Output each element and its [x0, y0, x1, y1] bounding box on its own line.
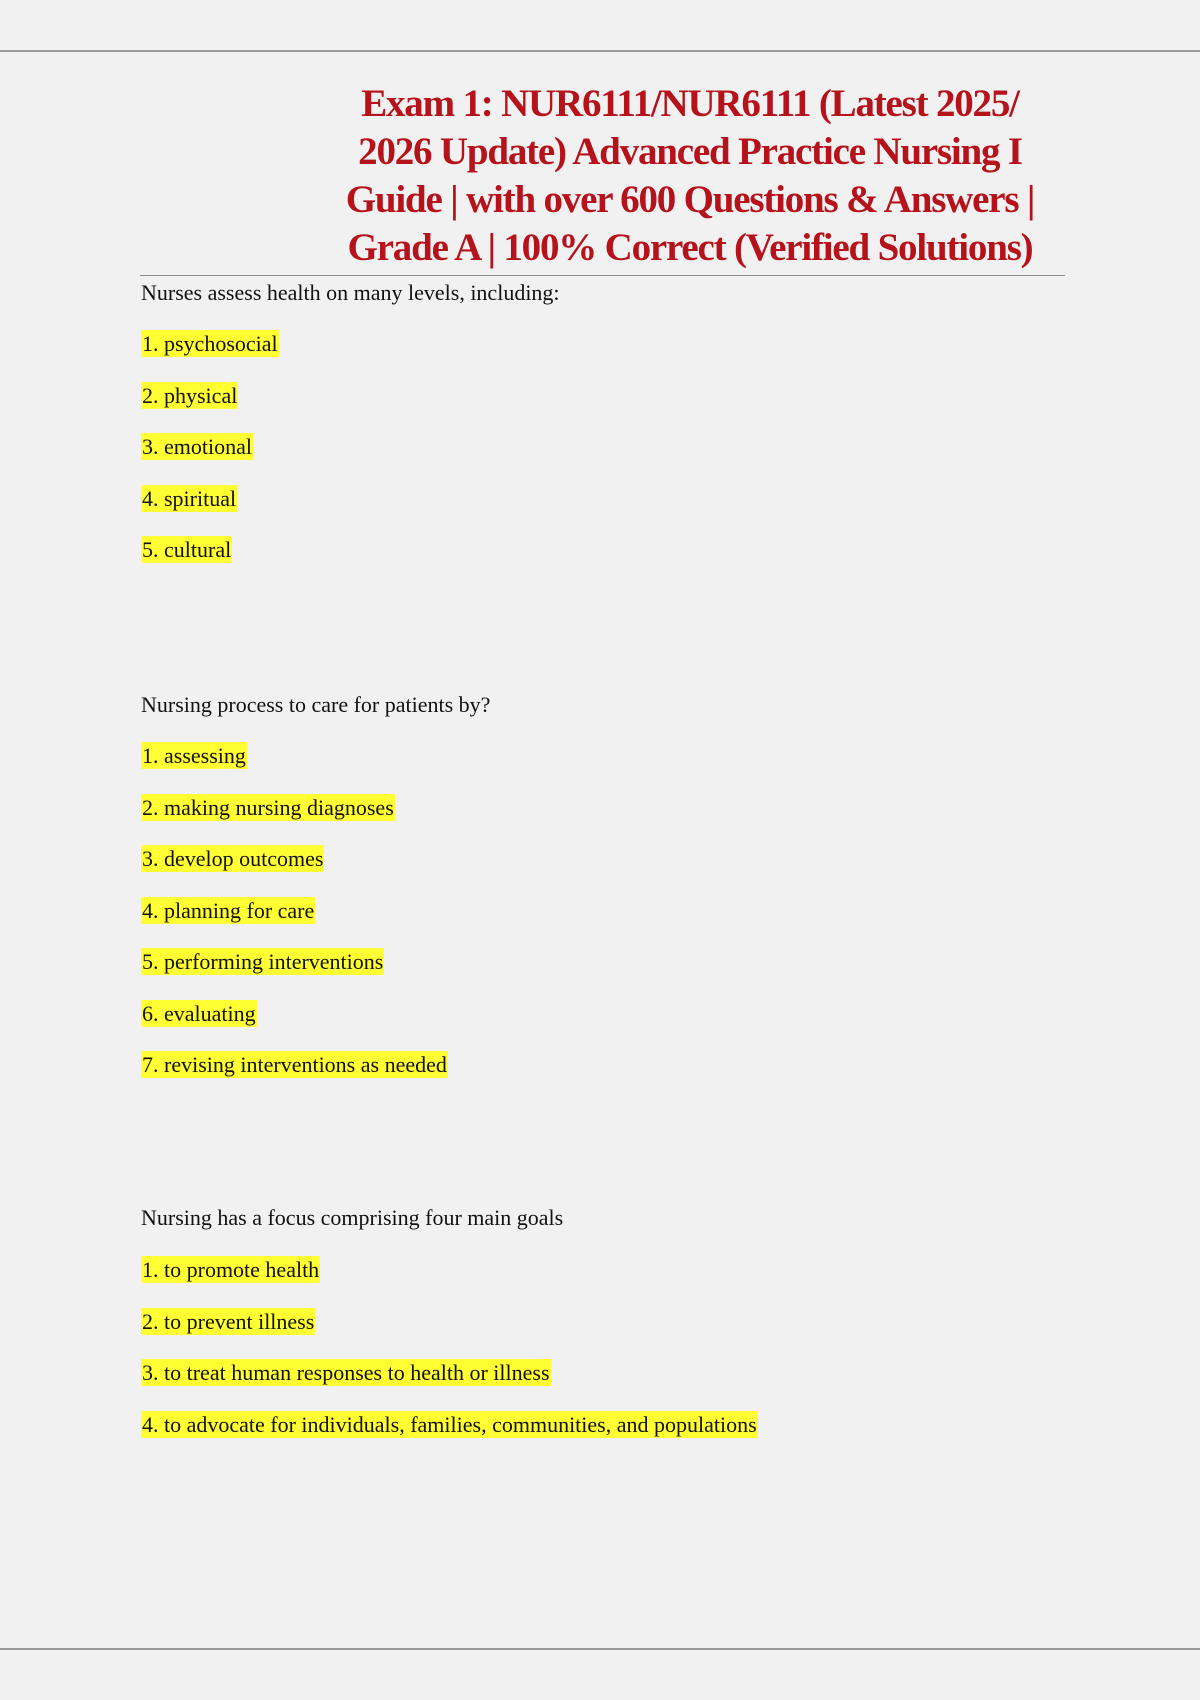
question-block — [141, 1205, 1041, 1463]
page-bottom-divider — [0, 1648, 1200, 1650]
answer-item — [141, 1001, 1041, 1053]
answer-item — [141, 949, 1041, 1001]
answer-item — [141, 1257, 1041, 1309]
highlighted-answer: 5. cultural — [142, 537, 232, 562]
highlighted-answer: 5. performing interventions — [142, 949, 384, 974]
answer-item — [141, 1412, 1041, 1464]
answer-item — [141, 383, 1041, 435]
highlighted-answer: 3. develop outcomes — [142, 846, 324, 871]
title-line: Grade A | 100% Correct (Verified Solutions) — [347, 226, 1033, 269]
highlighted-answer: 7. revising interventions as needed — [142, 1052, 447, 1077]
answer-list — [141, 743, 1041, 1104]
document-title — [330, 80, 1050, 272]
highlighted-answer: 6. evaluating — [142, 1000, 256, 1026]
highlighted-answer: 1. psychosocial — [142, 331, 278, 356]
highlighted-answer: 1. to promote health — [142, 1257, 320, 1282]
highlighted-answer: 4. spiritual — [142, 485, 237, 511]
answer-item — [141, 795, 1041, 847]
answer-item — [141, 846, 1041, 898]
question-block — [141, 692, 1041, 1104]
question-block — [141, 280, 1041, 589]
highlighted-answer: 3. emotional — [142, 434, 252, 459]
answer-item — [141, 331, 1041, 383]
answer-item — [141, 434, 1041, 486]
title-divider — [140, 275, 1065, 276]
highlighted-answer: 2. physical — [142, 382, 238, 408]
highlighted-answer: 2. making nursing diagnoses — [142, 794, 394, 820]
answer-item — [141, 537, 1041, 589]
answer-item — [141, 486, 1041, 538]
question-text: Nursing process to care for patients by? — [141, 692, 491, 717]
title-line: Guide | with over 600 Questions & Answers | — [345, 178, 1035, 221]
answer-item — [141, 743, 1041, 795]
question-text: Nurses assess health on many levels, including: — [141, 280, 560, 305]
answer-list — [141, 331, 1041, 589]
highlighted-answer: 2. to prevent illness — [142, 1308, 315, 1334]
answer-item — [141, 1052, 1041, 1104]
answer-list — [141, 1257, 1041, 1463]
highlighted-answer: 3. to treat human responses to health or illness — [142, 1360, 550, 1385]
answer-item — [141, 898, 1041, 950]
title-line: Exam 1: NUR6111/NUR6111 (Latest 2025/ — [361, 82, 1019, 125]
highlighted-answer: 1. assessing — [142, 743, 246, 768]
highlighted-answer: 4. planning for care — [142, 897, 315, 923]
highlighted-answer: 4. to advocate for individuals, families, communities, and populations — [142, 1411, 757, 1437]
title-line: 2026 Update) Advanced Practice Nursing I — [358, 130, 1022, 173]
answer-item — [141, 1309, 1041, 1361]
question-text: Nursing has a focus comprising four main goals — [141, 1205, 564, 1230]
answer-item — [141, 1360, 1041, 1412]
